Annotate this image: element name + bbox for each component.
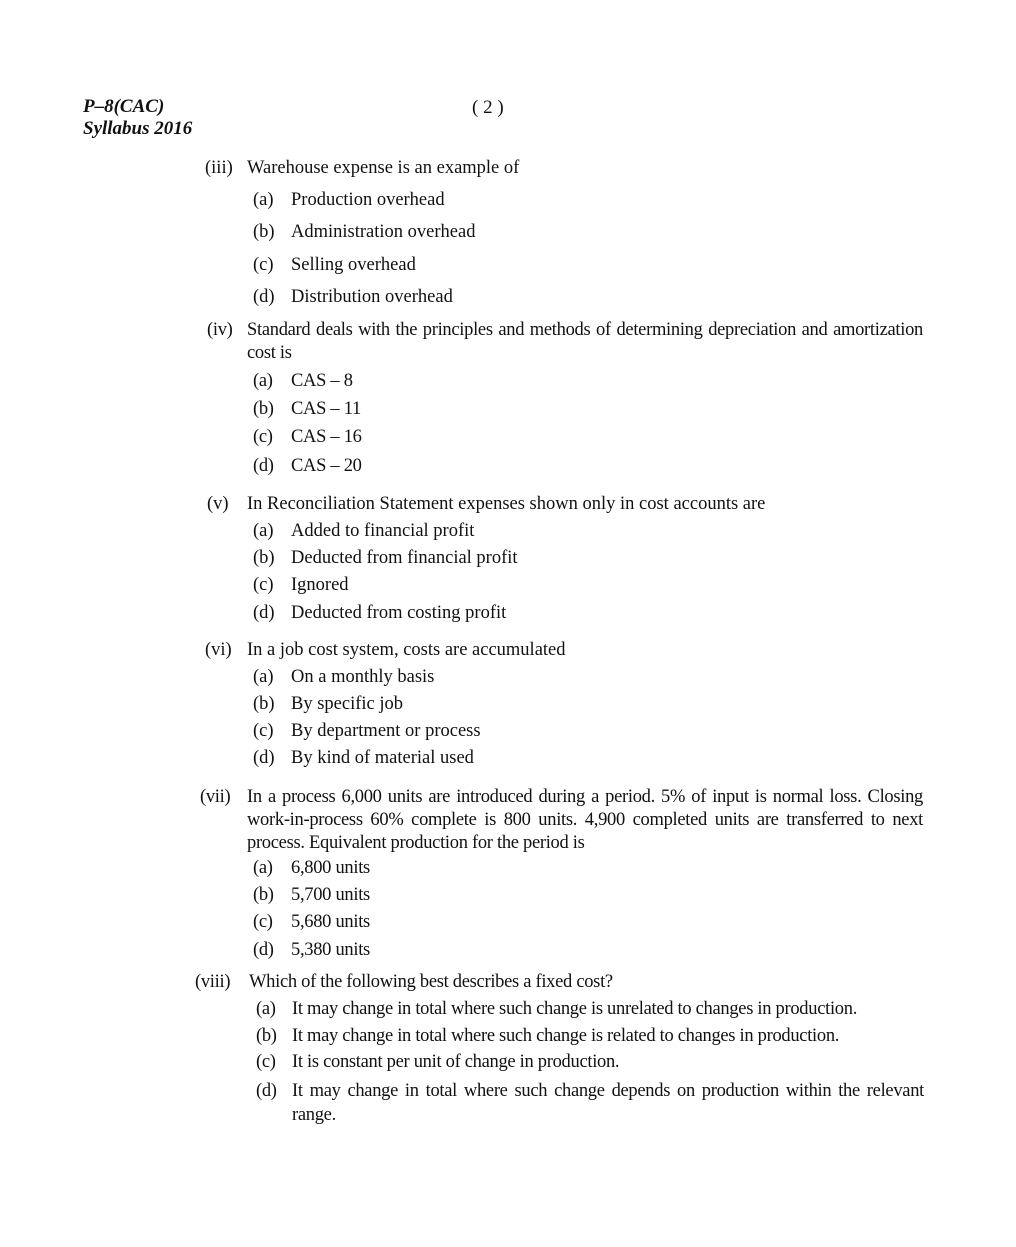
option-text: By kind of material used (291, 748, 474, 768)
question-stem: In Reconciliation Statement expenses shown only in cost accounts are (247, 494, 766, 514)
option-text: Ignored (291, 575, 349, 595)
option-label: (a) (253, 190, 274, 210)
option-text: Deducted from costing profit (291, 603, 507, 623)
option-label: (c) (253, 427, 273, 447)
option-label: (a) (253, 667, 274, 687)
question-number: (iii) (205, 158, 233, 178)
option-text: CAS – 20 (291, 456, 362, 476)
option-text: Production overhead (291, 190, 445, 210)
option-label: (a) (253, 521, 274, 541)
option-text: Added to financial profit (291, 521, 475, 541)
option-text: 6,800 units (291, 858, 370, 878)
option-label: (d) (256, 1081, 277, 1101)
option-label: (a) (253, 858, 273, 878)
option-text: By specific job (291, 694, 404, 714)
question-stem: In a job cost system, costs are accumulated (247, 640, 566, 660)
option-text: CAS – 16 (291, 427, 362, 447)
option-label: (b) (253, 399, 274, 419)
option-text: It may change in total where such change is related to changes in production. (292, 1026, 840, 1046)
option-label: (c) (253, 912, 273, 932)
option-label: (a) (256, 999, 276, 1019)
question-number: (viii) (195, 972, 231, 992)
paper-code: P–8(CAC) (83, 96, 165, 117)
option-label: (c) (253, 721, 274, 741)
option-label: (a) (253, 371, 273, 391)
option-text: 5,680 units (291, 912, 370, 932)
option-label: (d) (253, 456, 274, 476)
question-number: (vi) (205, 640, 232, 660)
option-text: CAS – 11 (291, 399, 361, 419)
option-text: Selling overhead (291, 255, 416, 275)
page-number: ( 2 ) (472, 97, 504, 118)
option-text: It may change in total where such change depends on production within the relevant range. (292, 1081, 924, 1125)
option-text: 5,700 units (291, 885, 370, 905)
question-stem: In a process 6,000 units are introduced during a period. 5% of input is normal loss. Closing work-in-process 60% complete is 800 units. 4,900 completed units are transferred to next process. Equivalent production for the period is (247, 787, 923, 853)
question-number: (v) (207, 494, 229, 514)
question-stem: Warehouse expense is an example of (247, 158, 520, 178)
option-label: (d) (253, 748, 275, 768)
option-text: It may change in total where such change is unrelated to changes in production. (292, 999, 858, 1019)
option-label: (b) (253, 222, 275, 242)
question-stem: Standard deals with the principles and methods of determining depreciation and amortization cost is (247, 320, 923, 363)
option-text: CAS – 8 (291, 371, 353, 391)
option-label: (b) (253, 694, 275, 714)
option-text: It is constant per unit of change in production. (292, 1052, 620, 1072)
option-label: (b) (256, 1026, 277, 1046)
option-label: (b) (253, 885, 274, 905)
question-stem: Which of the following best describes a fixed cost? (249, 972, 613, 992)
option-text: Deducted from financial profit (291, 548, 518, 568)
option-label: (d) (253, 603, 275, 623)
option-label: (d) (253, 287, 275, 307)
option-text: 5,380 units (291, 940, 370, 960)
question-number: (vii) (200, 787, 231, 807)
syllabus-year: Syllabus 2016 (83, 118, 193, 139)
option-label: (c) (256, 1052, 276, 1072)
option-label: (b) (253, 548, 275, 568)
option-text: Distribution overhead (291, 287, 453, 307)
paper-header (83, 96, 192, 140)
option-label: (d) (253, 940, 274, 960)
question-number: (iv) (207, 320, 233, 340)
option-text: By department or process (291, 721, 481, 741)
option-text: On a monthly basis (291, 667, 435, 687)
option-label: (c) (253, 255, 274, 275)
option-text: Administration overhead (291, 222, 476, 242)
option-label: (c) (253, 575, 274, 595)
